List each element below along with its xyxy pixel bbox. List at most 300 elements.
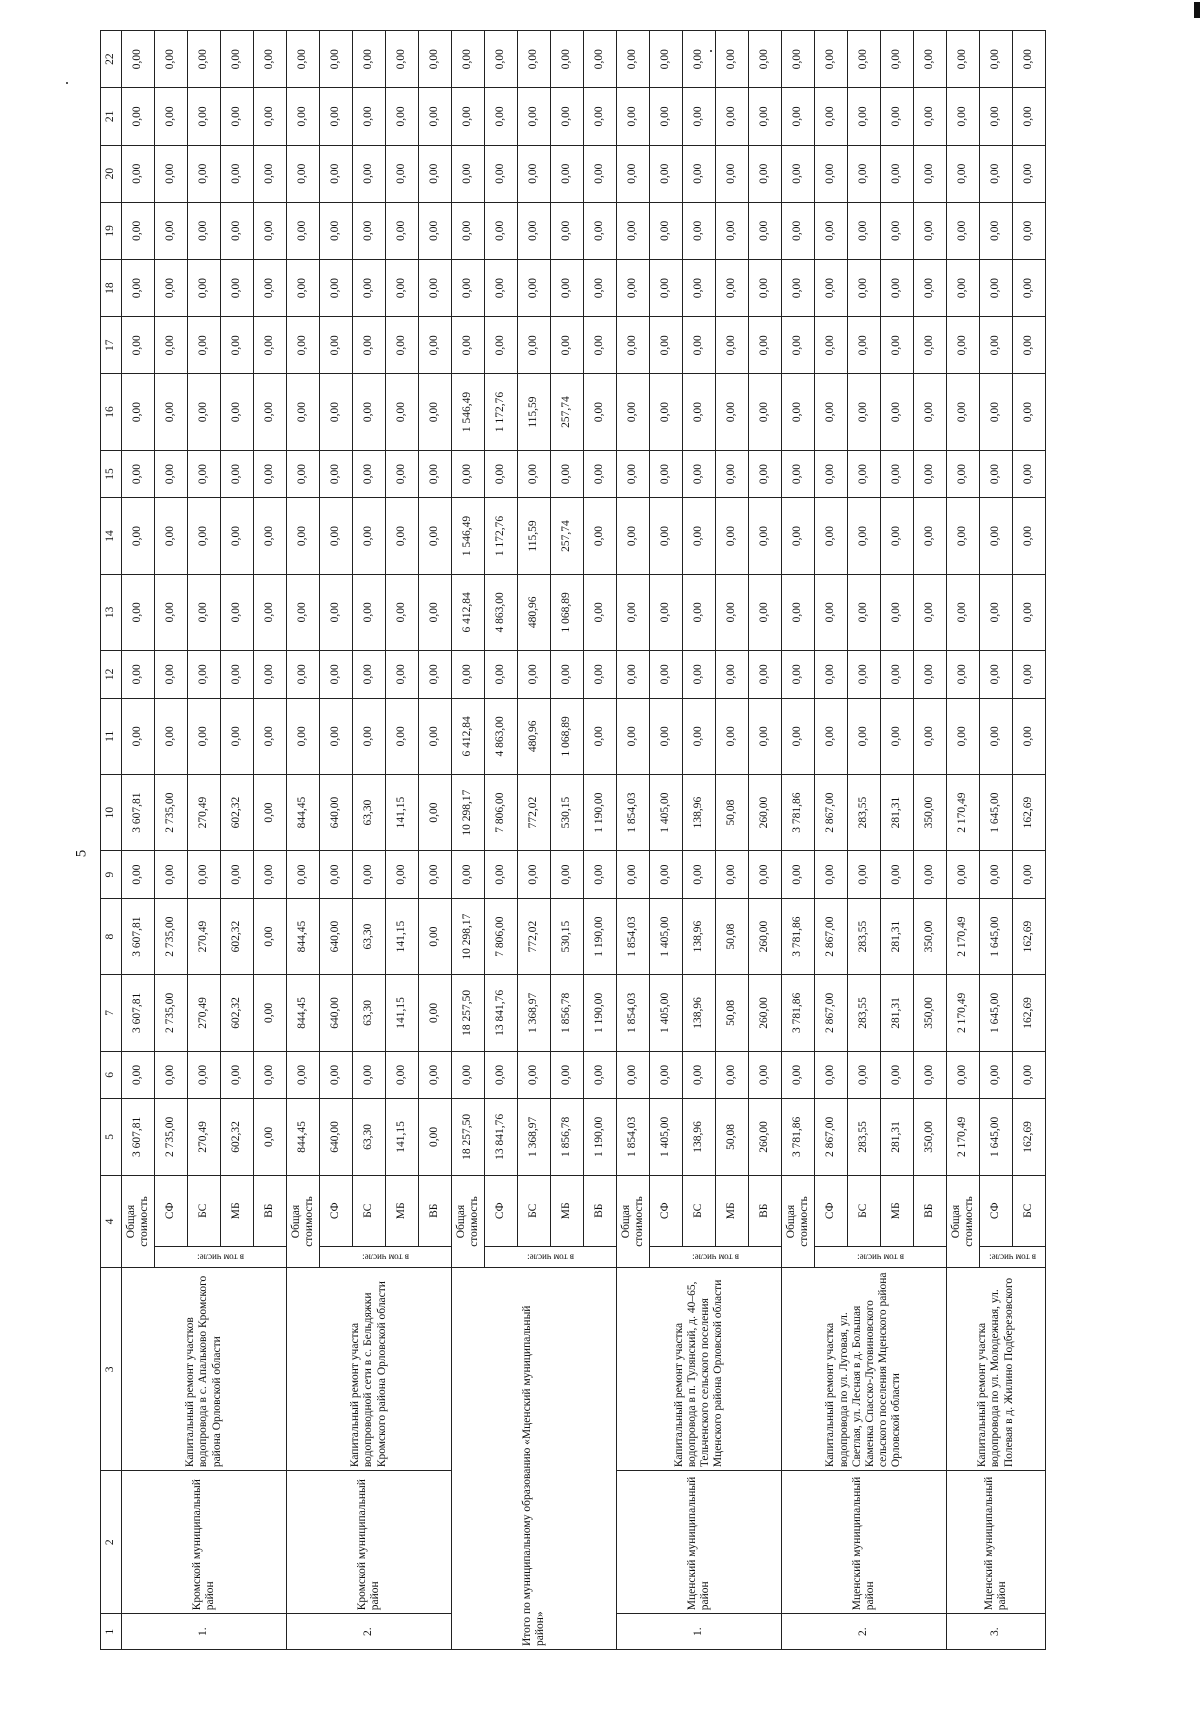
value-cell: 0,00 xyxy=(914,145,947,202)
value-cell: 1 368,97 xyxy=(518,1099,551,1175)
municipality-name: Мценский муниципальный район xyxy=(947,1471,1046,1614)
value-cell: 0,00 xyxy=(485,317,518,374)
cost-kind: БС xyxy=(683,1175,716,1247)
value-cell: 0,00 xyxy=(518,202,551,259)
value-cell: 0,00 xyxy=(1013,145,1046,202)
value-cell: 0,00 xyxy=(617,259,650,316)
value-cell: 0,00 xyxy=(188,374,221,450)
value-cell: 602,32 xyxy=(221,774,254,850)
value-cell: 0,00 xyxy=(650,498,683,574)
value-cell: 0,00 xyxy=(617,498,650,574)
value-cell: 0,00 xyxy=(155,88,188,145)
cost-kind: Общая стоимость xyxy=(287,1175,320,1268)
value-cell: 0,00 xyxy=(1013,450,1046,498)
value-cell: 0,00 xyxy=(914,259,947,316)
value-cell: 0,00 xyxy=(188,317,221,374)
value-cell: 0,00 xyxy=(650,574,683,650)
value-cell: 0,00 xyxy=(914,574,947,650)
value-cell: 13 841,76 xyxy=(485,1099,518,1175)
value-cell: 2 170,49 xyxy=(947,898,980,974)
value-cell: 3 781,86 xyxy=(782,774,815,850)
value-cell: 0,00 xyxy=(188,202,221,259)
value-cell: 270,49 xyxy=(188,774,221,850)
value-cell: 0,00 xyxy=(683,374,716,450)
value-cell: 0,00 xyxy=(815,31,848,88)
value-cell: 0,00 xyxy=(947,574,980,650)
value-cell: 0,00 xyxy=(683,31,716,88)
value-cell: 0,00 xyxy=(1013,698,1046,774)
value-cell: 0,00 xyxy=(815,1051,848,1099)
value-cell: 0,00 xyxy=(782,574,815,650)
value-cell: 0,00 xyxy=(452,851,485,899)
value-cell: 2 867,00 xyxy=(815,898,848,974)
value-cell: 0,00 xyxy=(617,202,650,259)
value-cell: 0,00 xyxy=(947,317,980,374)
value-cell: 13 841,76 xyxy=(485,975,518,1051)
value-cell: 0,00 xyxy=(386,450,419,498)
value-cell: 0,00 xyxy=(1013,202,1046,259)
value-cell: 0,00 xyxy=(320,650,353,698)
value-cell: 0,00 xyxy=(683,698,716,774)
value-cell: 260,00 xyxy=(749,1099,782,1175)
value-cell: 0,00 xyxy=(485,1051,518,1099)
value-cell: 0,00 xyxy=(254,88,287,145)
value-cell: 0,00 xyxy=(254,145,287,202)
value-cell: 281,31 xyxy=(881,898,914,974)
value-cell: 0,00 xyxy=(320,259,353,316)
value-cell: 0,00 xyxy=(947,698,980,774)
value-cell: 0,00 xyxy=(617,374,650,450)
value-cell: 0,00 xyxy=(155,498,188,574)
value-cell: 0,00 xyxy=(254,650,287,698)
value-cell: 0,00 xyxy=(584,374,617,450)
value-cell: 1 546,49 xyxy=(452,374,485,450)
value-cell: 0,00 xyxy=(122,317,155,374)
value-cell: 0,00 xyxy=(188,450,221,498)
value-cell: 260,00 xyxy=(749,898,782,974)
value-cell: 0,00 xyxy=(716,851,749,899)
value-cell: 1 172,76 xyxy=(485,498,518,574)
value-cell: 0,00 xyxy=(716,374,749,450)
value-cell: 2 867,00 xyxy=(815,975,848,1051)
value-cell: 0,00 xyxy=(518,317,551,374)
value-cell: 0,00 xyxy=(716,202,749,259)
value-cell: 0,00 xyxy=(287,145,320,202)
value-cell: 1 405,00 xyxy=(650,774,683,850)
value-cell: 270,49 xyxy=(188,975,221,1051)
value-cell: 0,00 xyxy=(452,31,485,88)
value-cell: 0,00 xyxy=(617,698,650,774)
value-cell: 0,00 xyxy=(782,851,815,899)
value-cell: 0,00 xyxy=(881,317,914,374)
object-name: Капитальный ремонт участка водопроводной сети в с. Бельдяжки Кромского района Орловской области xyxy=(287,1268,452,1471)
value-cell: 162,69 xyxy=(1013,774,1046,850)
column-number: 20 xyxy=(101,145,122,202)
value-cell: 0,00 xyxy=(683,259,716,316)
value-cell: 0,00 xyxy=(221,650,254,698)
value-cell: 844,45 xyxy=(287,1099,320,1175)
value-cell: 0,00 xyxy=(518,851,551,899)
value-cell: 0,00 xyxy=(188,259,221,316)
value-cell: 0,00 xyxy=(155,574,188,650)
value-cell: 0,00 xyxy=(716,450,749,498)
value-cell: 0,00 xyxy=(188,1051,221,1099)
value-cell: 2 170,49 xyxy=(947,774,980,850)
value-cell: 0,00 xyxy=(584,851,617,899)
value-cell: 0,00 xyxy=(881,88,914,145)
value-cell: 0,00 xyxy=(980,450,1013,498)
value-cell: 0,00 xyxy=(452,88,485,145)
value-cell: 3 781,86 xyxy=(782,1099,815,1175)
value-cell: 0,00 xyxy=(419,898,452,974)
value-cell: 0,00 xyxy=(1013,88,1046,145)
value-cell: 0,00 xyxy=(122,1051,155,1099)
value-cell: 2 170,49 xyxy=(947,1099,980,1175)
value-cell: 257,74 xyxy=(551,374,584,450)
value-cell: 0,00 xyxy=(1013,1051,1046,1099)
value-cell: 0,00 xyxy=(188,145,221,202)
value-cell: 0,00 xyxy=(254,259,287,316)
value-cell: 602,32 xyxy=(221,1099,254,1175)
cost-kind: ВБ xyxy=(584,1175,617,1247)
value-cell: 0,00 xyxy=(485,31,518,88)
value-cell: 63,30 xyxy=(353,975,386,1051)
value-cell: 0,00 xyxy=(287,1051,320,1099)
column-number-row xyxy=(101,31,122,1650)
value-cell: 530,15 xyxy=(551,898,584,974)
value-cell: 0,00 xyxy=(650,1051,683,1099)
value-cell: 0,00 xyxy=(914,851,947,899)
municipality-name: Кромской муниципальный район xyxy=(287,1471,452,1614)
value-cell: 0,00 xyxy=(650,698,683,774)
value-cell: 0,00 xyxy=(188,851,221,899)
value-cell: 0,00 xyxy=(650,88,683,145)
in-total-label: в том числе: xyxy=(485,1247,617,1268)
value-cell: 0,00 xyxy=(254,498,287,574)
value-cell: 0,00 xyxy=(815,574,848,650)
value-cell: 115,59 xyxy=(518,498,551,574)
value-cell: 0,00 xyxy=(254,574,287,650)
value-cell: 0,00 xyxy=(617,450,650,498)
value-cell: 0,00 xyxy=(617,574,650,650)
scan-corner-mark xyxy=(1194,2,1200,18)
value-cell: 0,00 xyxy=(716,88,749,145)
value-cell: 0,00 xyxy=(122,259,155,316)
value-cell: 0,00 xyxy=(122,374,155,450)
value-cell: 0,00 xyxy=(815,374,848,450)
value-cell: 138,96 xyxy=(683,1099,716,1175)
value-cell: 1 856,78 xyxy=(551,975,584,1051)
value-cell: 0,00 xyxy=(782,88,815,145)
value-cell: 0,00 xyxy=(155,145,188,202)
value-cell: 0,00 xyxy=(617,88,650,145)
value-cell: 162,69 xyxy=(1013,975,1046,1051)
value-cell: 0,00 xyxy=(848,202,881,259)
value-cell: 0,00 xyxy=(716,498,749,574)
value-cell: 0,00 xyxy=(683,88,716,145)
value-cell: 0,00 xyxy=(320,145,353,202)
value-cell: 844,45 xyxy=(287,898,320,974)
cost-kind: МБ xyxy=(221,1175,254,1247)
column-number: 4 xyxy=(101,1175,122,1268)
value-cell: 0,00 xyxy=(1013,650,1046,698)
value-cell: 0,00 xyxy=(848,317,881,374)
value-cell: 0,00 xyxy=(782,450,815,498)
in-total-label: в том числе: xyxy=(155,1247,287,1268)
value-cell: 0,00 xyxy=(155,31,188,88)
value-cell: 0,00 xyxy=(1013,259,1046,316)
value-cell: 3 781,86 xyxy=(782,898,815,974)
cost-kind: ВБ xyxy=(914,1175,947,1247)
value-cell: 844,45 xyxy=(287,774,320,850)
value-cell: 0,00 xyxy=(980,202,1013,259)
value-cell: 0,00 xyxy=(584,317,617,374)
cost-kind: ВБ xyxy=(749,1175,782,1247)
value-cell: 1 368,97 xyxy=(518,975,551,1051)
column-number: 9 xyxy=(101,851,122,899)
value-cell: 0,00 xyxy=(353,698,386,774)
value-cell: 0,00 xyxy=(551,145,584,202)
value-cell: 0,00 xyxy=(683,650,716,698)
column-number: 6 xyxy=(101,1051,122,1099)
value-cell: 0,00 xyxy=(683,450,716,498)
municipality-name: Мценский муниципальный район xyxy=(782,1471,947,1614)
value-cell: 640,00 xyxy=(320,975,353,1051)
value-cell: 0,00 xyxy=(650,145,683,202)
value-cell: 0,00 xyxy=(848,574,881,650)
value-cell: 1 854,03 xyxy=(617,774,650,850)
value-cell: 0,00 xyxy=(188,88,221,145)
value-cell: 0,00 xyxy=(815,88,848,145)
object-name: Капитальный ремонт участка водопровода по ул. Луговая, ул. Светлая, ул. Лесная в д. Большая Каменка Спасско-Лутовиновского сельского поселения Мценского района Орловской области xyxy=(782,1268,947,1471)
value-cell: 0,00 xyxy=(617,31,650,88)
value-cell: 141,15 xyxy=(386,774,419,850)
value-cell: 0,00 xyxy=(716,259,749,316)
value-cell: 0,00 xyxy=(551,650,584,698)
value-cell: 0,00 xyxy=(287,31,320,88)
value-cell: 0,00 xyxy=(254,202,287,259)
value-cell: 2 170,49 xyxy=(947,975,980,1051)
value-cell: 141,15 xyxy=(386,975,419,1051)
cost-kind: Общая стоимость xyxy=(452,1175,485,1268)
value-cell: 138,96 xyxy=(683,898,716,974)
value-cell: 0,00 xyxy=(452,145,485,202)
table-row xyxy=(287,31,320,1650)
value-cell: 10 298,17 xyxy=(452,774,485,850)
value-cell: 0,00 xyxy=(386,145,419,202)
value-cell: 350,00 xyxy=(914,898,947,974)
column-number: 2 xyxy=(101,1471,122,1614)
value-cell: 0,00 xyxy=(980,650,1013,698)
value-cell: 0,00 xyxy=(452,650,485,698)
value-cell: 0,00 xyxy=(122,202,155,259)
value-cell: 0,00 xyxy=(221,498,254,574)
value-cell: 0,00 xyxy=(452,317,485,374)
value-cell: 640,00 xyxy=(320,1099,353,1175)
value-cell: 63,30 xyxy=(353,898,386,974)
value-cell: 0,00 xyxy=(419,88,452,145)
value-cell: 0,00 xyxy=(749,145,782,202)
value-cell: 0,00 xyxy=(485,851,518,899)
value-cell: 0,00 xyxy=(782,650,815,698)
value-cell: 0,00 xyxy=(320,450,353,498)
value-cell: 772,02 xyxy=(518,774,551,850)
value-cell: 0,00 xyxy=(254,1099,287,1175)
value-cell: 0,00 xyxy=(716,31,749,88)
value-cell: 0,00 xyxy=(584,145,617,202)
value-cell: 0,00 xyxy=(782,317,815,374)
value-cell: 0,00 xyxy=(419,851,452,899)
value-cell: 0,00 xyxy=(947,259,980,316)
value-cell: 0,00 xyxy=(881,31,914,88)
value-cell: 0,00 xyxy=(815,259,848,316)
value-cell: 0,00 xyxy=(848,31,881,88)
value-cell: 0,00 xyxy=(617,650,650,698)
value-cell: 0,00 xyxy=(320,498,353,574)
value-cell: 0,00 xyxy=(914,650,947,698)
value-cell: 2 735,00 xyxy=(155,975,188,1051)
value-cell: 0,00 xyxy=(419,374,452,450)
value-cell: 0,00 xyxy=(650,851,683,899)
value-cell: 0,00 xyxy=(980,317,1013,374)
value-cell: 0,00 xyxy=(419,698,452,774)
cost-kind: Общая стоимость xyxy=(947,1175,980,1268)
value-cell: 6 412,84 xyxy=(452,698,485,774)
value-cell: 0,00 xyxy=(254,851,287,899)
column-number: 8 xyxy=(101,898,122,974)
value-cell: 0,00 xyxy=(782,202,815,259)
value-cell: 0,00 xyxy=(881,202,914,259)
value-cell: 0,00 xyxy=(122,574,155,650)
cost-kind: БС xyxy=(1013,1175,1046,1247)
value-cell: 350,00 xyxy=(914,975,947,1051)
value-cell: 0,00 xyxy=(815,317,848,374)
value-cell: 0,00 xyxy=(1013,498,1046,574)
value-cell: 257,74 xyxy=(551,498,584,574)
value-cell: 0,00 xyxy=(716,1051,749,1099)
value-cell: 350,00 xyxy=(914,1099,947,1175)
value-cell: 0,00 xyxy=(122,698,155,774)
value-cell: 0,00 xyxy=(947,31,980,88)
value-cell: 18 257,50 xyxy=(452,975,485,1051)
value-cell: 0,00 xyxy=(386,88,419,145)
value-cell: 0,00 xyxy=(353,202,386,259)
value-cell: 0,00 xyxy=(881,498,914,574)
value-cell: 0,00 xyxy=(188,698,221,774)
value-cell: 0,00 xyxy=(254,374,287,450)
value-cell: 0,00 xyxy=(749,202,782,259)
value-cell: 0,00 xyxy=(551,317,584,374)
value-cell: 0,00 xyxy=(353,851,386,899)
value-cell: 0,00 xyxy=(320,374,353,450)
value-cell: 0,00 xyxy=(221,851,254,899)
value-cell: 0,00 xyxy=(782,698,815,774)
value-cell: 0,00 xyxy=(749,259,782,316)
value-cell: 1 405,00 xyxy=(650,975,683,1051)
cost-kind: БС xyxy=(353,1175,386,1247)
value-cell: 0,00 xyxy=(683,498,716,574)
value-cell: 0,00 xyxy=(881,450,914,498)
value-cell: 0,00 xyxy=(716,650,749,698)
value-cell: 0,00 xyxy=(848,374,881,450)
value-cell: 640,00 xyxy=(320,898,353,974)
value-cell: 0,00 xyxy=(683,202,716,259)
value-cell: 0,00 xyxy=(584,574,617,650)
value-cell: 283,55 xyxy=(848,975,881,1051)
value-cell: 0,00 xyxy=(716,145,749,202)
cost-kind: БС xyxy=(848,1175,881,1247)
value-cell: 138,96 xyxy=(683,774,716,850)
value-cell: 0,00 xyxy=(155,374,188,450)
value-cell: 0,00 xyxy=(947,450,980,498)
funding-table xyxy=(100,30,1046,1650)
value-cell: 0,00 xyxy=(254,1051,287,1099)
value-cell: 0,00 xyxy=(254,450,287,498)
table-row xyxy=(122,31,155,1650)
value-cell: 0,00 xyxy=(320,317,353,374)
value-cell: 0,00 xyxy=(914,31,947,88)
value-cell: 0,00 xyxy=(815,698,848,774)
value-cell: 0,00 xyxy=(848,851,881,899)
total-label: Итого по муниципальному образованию «Мценский муниципальный район» xyxy=(452,1268,617,1650)
column-number: 1 xyxy=(101,1614,122,1650)
cost-kind: Общая стоимость xyxy=(617,1175,650,1268)
value-cell: 0,00 xyxy=(584,450,617,498)
value-cell: 0,00 xyxy=(881,259,914,316)
value-cell: 0,00 xyxy=(749,31,782,88)
value-cell: 0,00 xyxy=(848,145,881,202)
value-cell: 0,00 xyxy=(155,259,188,316)
in-total-label: в том числе: xyxy=(320,1247,452,1268)
value-cell: 0,00 xyxy=(485,202,518,259)
value-cell: 0,00 xyxy=(749,88,782,145)
value-cell: 270,49 xyxy=(188,1099,221,1175)
value-cell: 0,00 xyxy=(320,31,353,88)
value-cell: 0,00 xyxy=(947,851,980,899)
value-cell: 1 645,00 xyxy=(980,975,1013,1051)
value-cell: 0,00 xyxy=(320,851,353,899)
value-cell: 0,00 xyxy=(122,450,155,498)
value-cell: 0,00 xyxy=(947,374,980,450)
column-number: 16 xyxy=(101,374,122,450)
value-cell: 1 854,03 xyxy=(617,1099,650,1175)
value-cell: 0,00 xyxy=(353,374,386,450)
value-cell: 0,00 xyxy=(815,498,848,574)
value-cell: 0,00 xyxy=(617,145,650,202)
value-cell: 0,00 xyxy=(452,259,485,316)
value-cell: 0,00 xyxy=(914,1051,947,1099)
value-cell: 0,00 xyxy=(683,851,716,899)
value-cell: 0,00 xyxy=(1013,574,1046,650)
value-cell: 141,15 xyxy=(386,898,419,974)
value-cell: 0,00 xyxy=(419,774,452,850)
value-cell: 0,00 xyxy=(749,450,782,498)
row-number: 2. xyxy=(782,1614,947,1650)
value-cell: 0,00 xyxy=(452,202,485,259)
column-number: 11 xyxy=(101,698,122,774)
value-cell: 0,00 xyxy=(650,450,683,498)
value-cell: 63,30 xyxy=(353,1099,386,1175)
value-cell: 0,00 xyxy=(518,88,551,145)
value-cell: 0,00 xyxy=(782,498,815,574)
row-number: 1. xyxy=(122,1614,287,1650)
value-cell: 50,08 xyxy=(716,898,749,974)
object-name: Капитальный ремонт участка водопровода в п. Тулянский, д. 40–65, Тельченского сельского поселения Мценского района Орловской области xyxy=(617,1268,782,1471)
value-cell: 0,00 xyxy=(749,650,782,698)
value-cell: 0,00 xyxy=(386,374,419,450)
value-cell: 1 645,00 xyxy=(980,898,1013,974)
value-cell: 0,00 xyxy=(881,650,914,698)
